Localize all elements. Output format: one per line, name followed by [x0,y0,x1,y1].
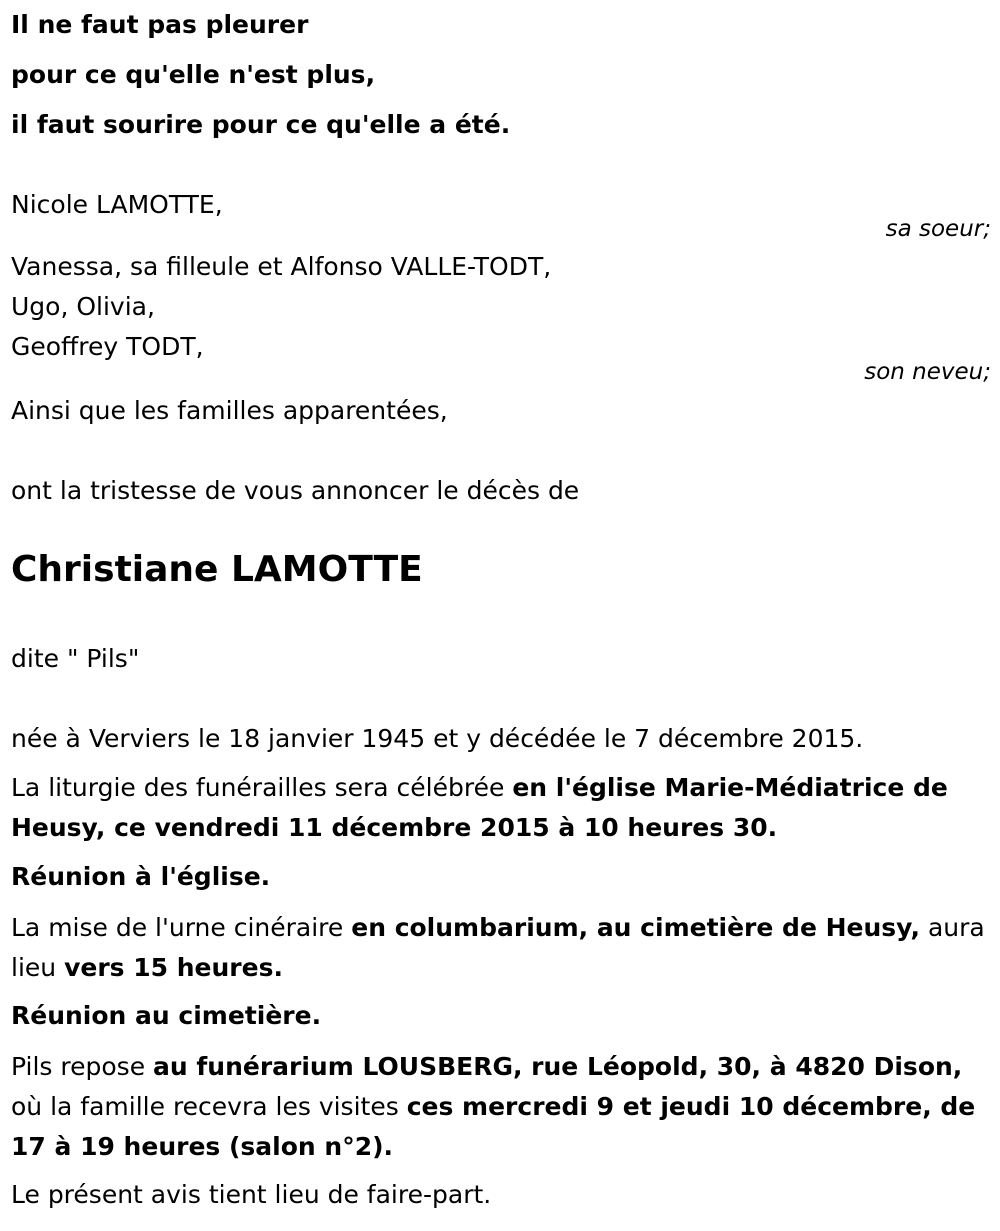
family-nephew-role: son neveu; [864,359,991,385]
meeting-church: Réunion à l'église. [11,862,271,891]
liturgy-paragraph [11,768,986,848]
family-sister-role: sa soeur; [885,216,991,242]
urn-intro: La mise de l'urne cinéraire [11,913,352,942]
deceased-name: Christiane LAMOTTE [11,549,423,590]
urn-paragraph [11,908,986,988]
family-geoffrey: Geoffrey TODT, [11,332,204,361]
liturgy-intro: La liturgie des funérailles sera célébrée [11,773,513,802]
family-sister-name: Nicole LAMOTTE, [11,190,223,219]
meeting-cemetery: Réunion au cimetière. [11,1001,322,1030]
liturgy-details: en l'église Marie-Médiatrice de Heusy, ce vendredi 11 décembre 2015 à 10 heures 30. [11,773,948,842]
urn-time: vers 15 heures. [64,953,283,982]
rest-visits: ces mercredi 9 et jeudi 10 décembre, de 17 à 19 heures (salon n°2). [11,1092,976,1161]
closing-note: Le présent avis tient lieu de faire-part. [11,1180,492,1209]
family-vanessa: Vanessa, sa filleule et Alfonso VALLE-TODT, [11,252,552,281]
family-ugo-olivia: Ugo, Olivia, [11,292,155,321]
birth-death-info: née à Verviers le 18 janvier 1945 et y décédée le 7 décembre 2015. [11,724,864,753]
quote-line-2: pour ce qu'elle n'est plus, [11,60,376,89]
rest-intro: Pils repose [11,1052,154,1081]
family-relatives: Ainsi que les familles apparentées, [11,396,448,425]
rest-middle: où la famille recevra les visites [11,1092,407,1121]
rest-paragraph [11,1047,986,1167]
rest-location: au funérarium LOUSBERG, rue Léopold, 30, à 4820 Dison, [153,1052,963,1081]
quote-line-1: Il ne faut pas pleurer [11,10,309,39]
quote-line-3: il faut sourire pour ce qu'elle a été. [11,110,511,139]
announcement-text: ont la tristesse de vous annoncer le décès de [11,476,580,505]
urn-middle: aura lieu [11,913,985,982]
deceased-nickname: dite " Pils" [11,644,140,673]
urn-location: en columbarium, au cimetière de Heusy, [351,913,921,942]
